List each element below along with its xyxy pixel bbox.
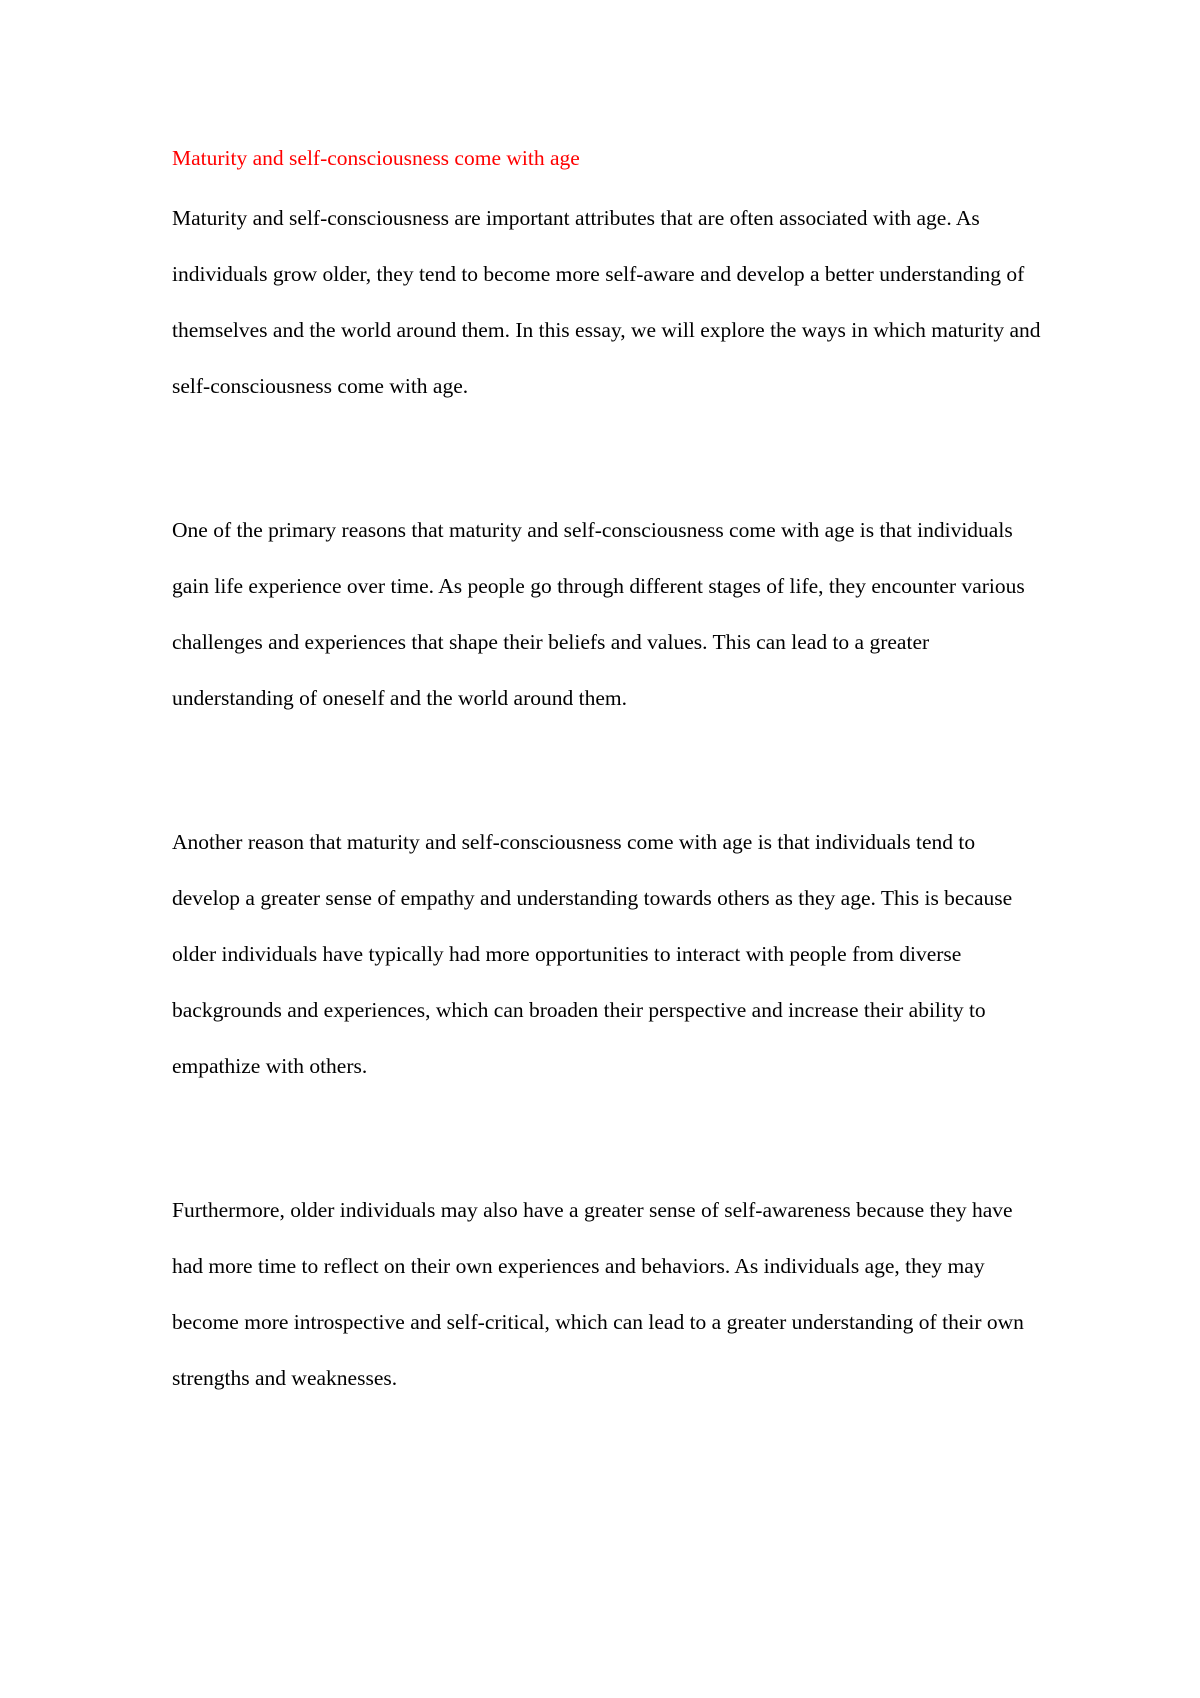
- paragraph-intro: Maturity and self-consciousness are important attributes that are often associated with age. As individuals grow older, they tend to become more self-aware and develop a better understanding of themselves and the world around them. In this essay, we will explore the ways in which maturity and self-consciousness come with age.: [172, 206, 1041, 398]
- paragraph-life-experience: One of the primary reasons that maturity and self-consciousness come with age is that individuals gain life experience over time. As people go through different stages of life, they encounter various challenges and experiences that shape their beliefs and values. This can lead to a greater understanding of oneself and the world around them.: [172, 518, 1025, 710]
- document-title: Maturity and self-consciousness come with age: [172, 146, 580, 170]
- paragraph-self-awareness: Furthermore, older individuals may also have a greater sense of self-awareness because they have had more time to reflect on their own experiences and behaviors. As individuals age, they may become more introspective and self-critical, which can lead to a greater understanding of their own strengths and weaknesses.: [172, 1198, 1024, 1390]
- document-body: [172, 138, 1042, 1406]
- paragraph-empathy: Another reason that maturity and self-consciousness come with age is that individuals tend to develop a greater sense of empathy and understanding towards others as they age. This is because older individuals have typically had more opportunities to interact with people from diverse backgrounds and experiences, which can broaden their perspective and increase their ability to empathize with others.: [172, 830, 1013, 1078]
